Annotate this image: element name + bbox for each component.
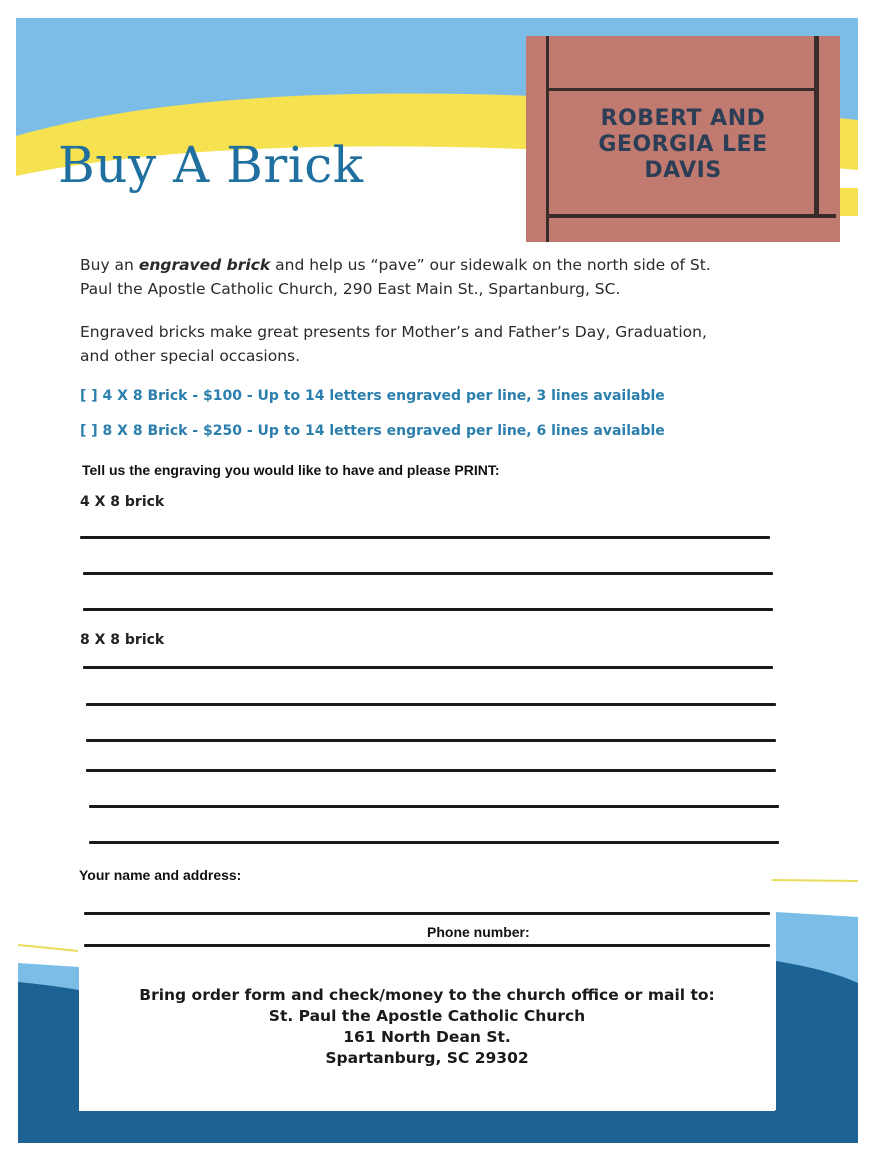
engraving-line-4x8-3[interactable] bbox=[83, 608, 773, 611]
page-title: Buy A Brick bbox=[58, 136, 364, 194]
name-address-line[interactable] bbox=[84, 912, 770, 915]
engraving-line-8x8-5[interactable] bbox=[89, 805, 779, 808]
form-instruction: Tell us the engraving you would like to have and please PRINT: bbox=[82, 462, 500, 478]
name-address-label: Your name and address: bbox=[79, 867, 242, 883]
engraving-line: DAVIS bbox=[644, 158, 722, 183]
engraving-line-8x8-6[interactable] bbox=[89, 841, 779, 844]
mailing-info: Bring order form and check/money to the church office or mail to: St. Paul the Apostle Catholic Church 161 North Dean St. Spartanburg, SC 29302 bbox=[139, 986, 715, 1067]
engraving-line-8x8-1[interactable] bbox=[83, 666, 773, 669]
brick-4x8-label: 4 X 8 brick bbox=[80, 494, 165, 510]
engraving-line-8x8-2[interactable] bbox=[86, 703, 776, 706]
phone-line[interactable] bbox=[84, 944, 770, 947]
option-8x8[interactable]: [ ] 8 X 8 Brick - $250 - Up to 14 letters engraved per line, 6 lines available bbox=[80, 423, 665, 439]
engraving-line: ROBERT AND bbox=[600, 106, 766, 131]
engraving-line-4x8-1[interactable] bbox=[80, 536, 770, 539]
engraving-line-8x8-3[interactable] bbox=[86, 739, 776, 742]
option-4x8[interactable]: [ ] 4 X 8 Brick - $100 - Up to 14 letters engraved per line, 3 lines available bbox=[80, 388, 665, 404]
intro-paragraph: Buy an engraved brick and help us “pave” our sidewalk on the north side of St. Paul the Apostle Catholic Church, 290 East Main St., Spartanburg, SC. bbox=[80, 256, 711, 298]
engraving-line-4x8-2[interactable] bbox=[83, 572, 773, 575]
engraving-line: GEORGIA LEE bbox=[598, 132, 768, 157]
checkbox[interactable]: [ ] bbox=[80, 423, 98, 439]
gift-paragraph: Engraved bricks make great presents for Mother’s and Father’s Day, Graduation, and other special occasions. bbox=[80, 323, 707, 365]
emphasis-text: engraved brick bbox=[138, 256, 271, 274]
engraved-brick-photo bbox=[526, 36, 840, 242]
brick-8x8-label: 8 X 8 brick bbox=[80, 632, 165, 648]
engraving-line-8x8-4[interactable] bbox=[86, 769, 776, 772]
phone-label: Phone number: bbox=[427, 924, 530, 940]
checkbox[interactable]: [ ] bbox=[80, 388, 98, 404]
